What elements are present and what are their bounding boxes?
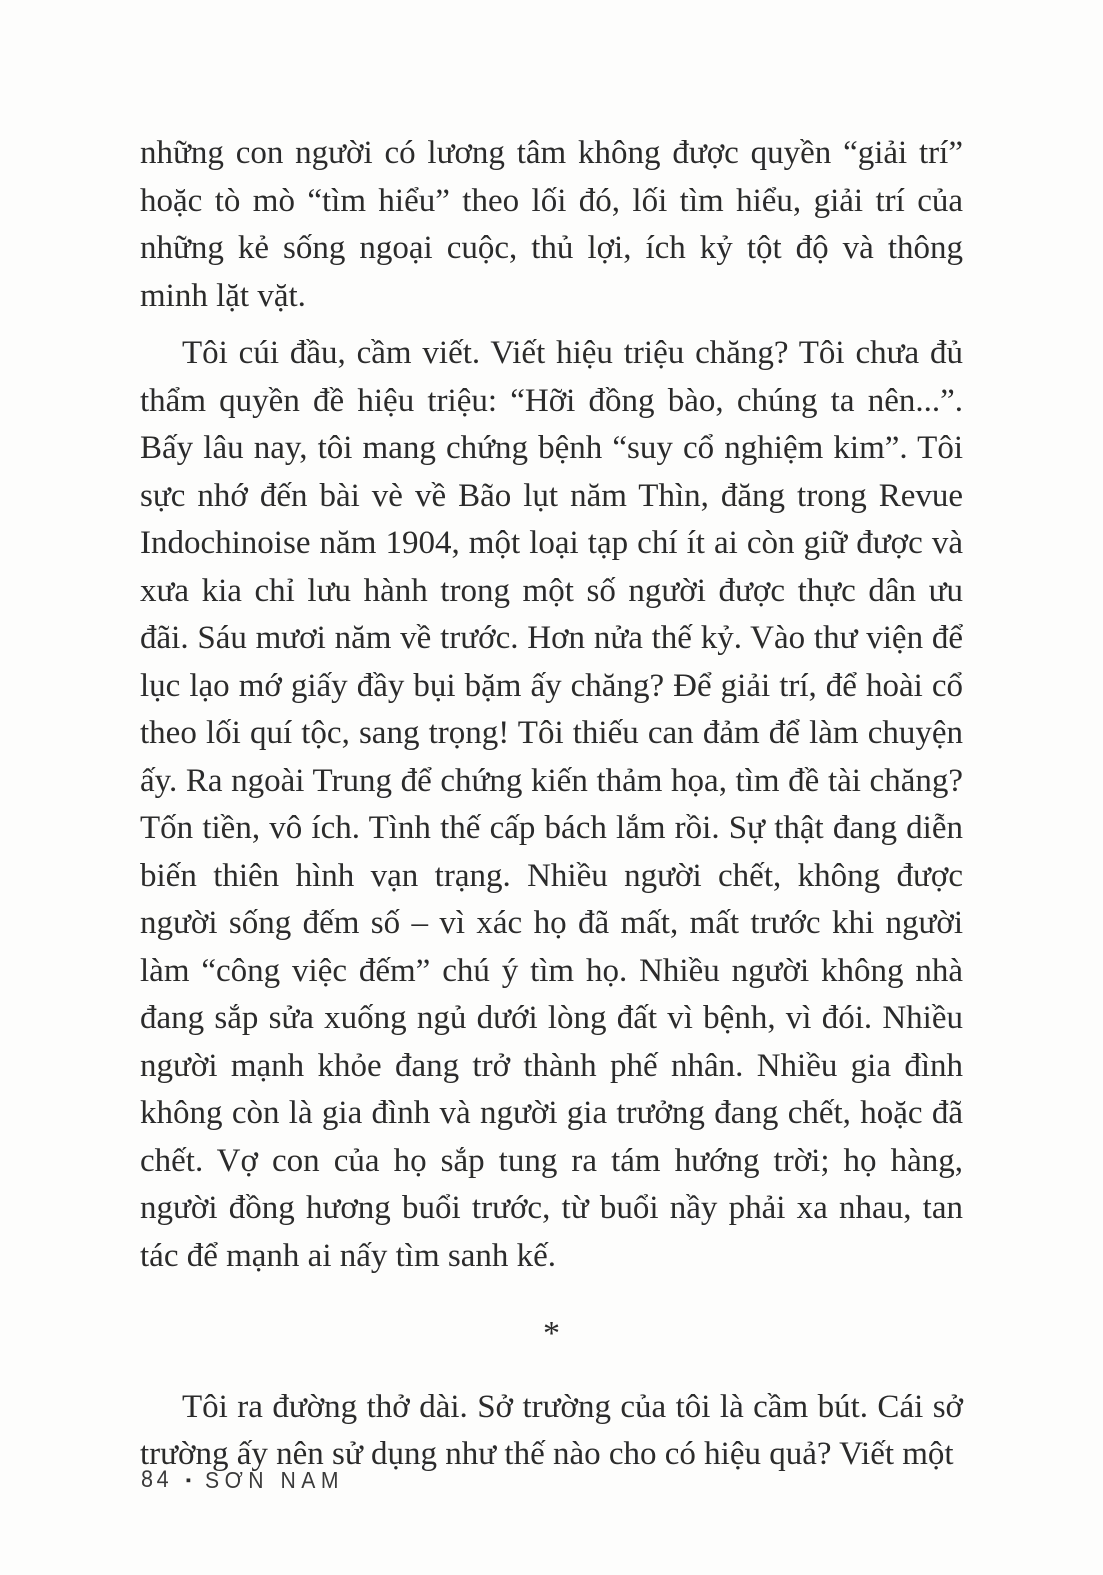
footer-square-bullet-icon: ▪ [185, 1471, 192, 1489]
page-footer [141, 1466, 356, 1494]
paragraph-new-section: Tôi ra đường thở dài. Sở trường của tôi là cầm bút. Cái sở trường ấy nên sử dụng như thế nào cho có hiệu quả? Viết một [140, 1388, 963, 1472]
paragraph-main: Tôi cúi đầu, cầm viết. Viết hiệu triệu chăng? Tôi chưa đủ thẩm quyền đề hiệu triệu: “Hỡi đồng bào, chúng ta nên...”. Bấy lâu nay, tôi mang chứng bệnh “suy cổ nghiệm kim”. Tôi sực nhớ đến bài vè về Bão lụt năm Thìn, đăng trong Revue Indochinoise năm 1904, một loại tạp chí ít ai còn giữ được và xưa kia chỉ lưu hành trong một số người được thực dân ưu đãi. Sáu mươi năm về trước. Hơn nửa thế kỷ. Vào thư viện để lục lạo mớ giấy đầy bụi bặm ấy chăng? Để giải trí, để hoài cổ theo lối quí tộc, sang trọng! Tôi thiếu can đảm để làm chuyện ấy. Ra ngoài Trung để chứng kiến thảm họa, tìm đề tài chăng? Tốn tiền, vô ích. Tình thế cấp bách lắm rồi. Sự thật đang diễn biến thiên hình vạn trạng. Nhiều người chết, không được người sống đếm số – vì xác họ đã mất, mất trước khi người làm “công việc đếm” chú ý tìm họ. Nhiều người không nhà đang sắp sửa xuống ngủ dưới lòng đất vì bệnh, vì đói. Nhiều người mạnh khỏe đang trở thành phế nhân. Nhiều gia đình không còn là gia đình và người gia trưởng đang chết, hoặc đã chết. Vợ con của họ sắp tung ra tám hướng trời; họ hàng, người đồng hương buổi trước, từ buổi nầy phải xa nhau, tan tác để mạnh ai nấy tìm sanh kế. [140, 335, 963, 1274]
section-break-asterisk: * [543, 1315, 560, 1352]
author-name: SƠN NAM [205, 1466, 345, 1493]
paragraph-continuation: những con người có lương tâm không được quyền “giải trí” hoặc tò mò “tìm hiểu” theo lối đó, lối tìm hiểu, giải trí của những kẻ sống ngoại cuộc, thủ lợi, ích kỷ tột độ và thông minh lặt vặt. [140, 135, 963, 314]
page-body [140, 130, 963, 1489]
page-number: 84 [141, 1466, 173, 1493]
